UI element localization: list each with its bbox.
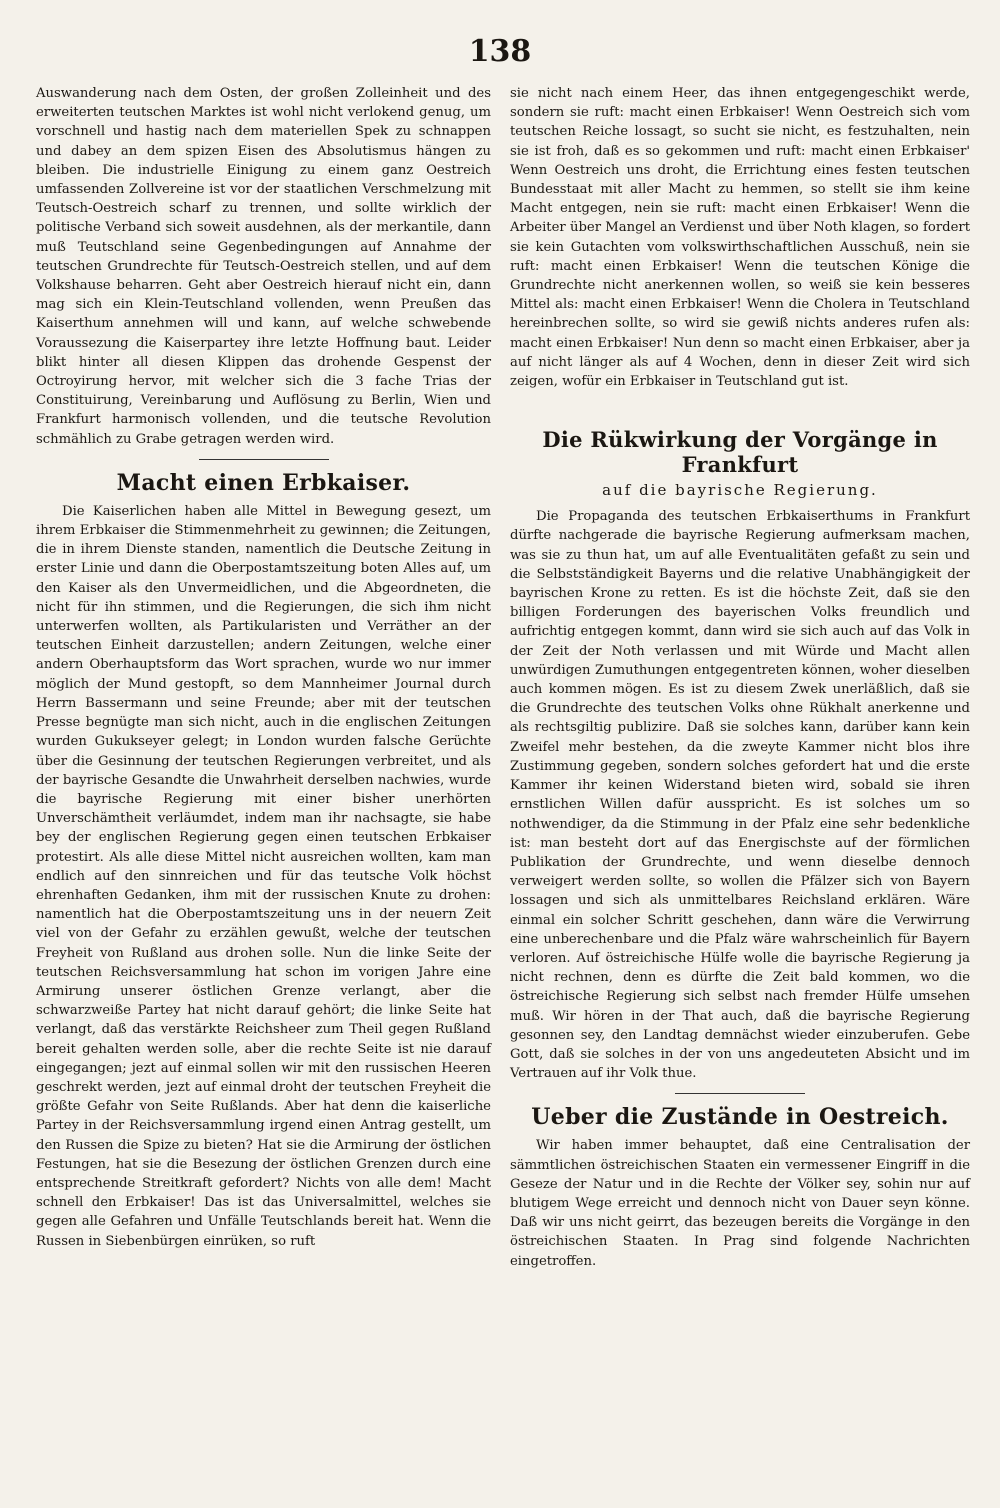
article-subtitle-rueckwirkung: auf die bayrische Regierung. <box>602 481 878 500</box>
article-text-oestreich: Wir haben immer behauptet, daß eine Centralisation der sämmtlichen östreichischen Staaten ein vermessener Eingriff in die Geseze der Natur und in die Rechte der Völker sey, sohin nur auf blutigem Wege erreicht und dennoch nicht von Dauer seyn könne. Daß wir uns nicht geirrt, das bezeugen bereits die Vorgänge in den östreichischen Staaten. In Prag sind folgende Nachrichten eingetroffen. <box>510 1138 970 1269</box>
right-column <box>510 84 970 1271</box>
article-text-erbkaiser: Die Kaiserlichen haben alle Mittel in Bewegung gesezt, um ihrem Erbkaiser die Stimmenmehrheit zu gewinnen; die Zeitungen, die in ihrem Dienste standen, namentlich die Deutsche Zeitung in erster Linie und dann die Oberpostamtszeitung boten Alles auf, um den Kaiser als den Unvermeidlichen, und die Abgeordneten, die nicht für ihn stimmen, und die Regierungen, die sich ihm nicht unterwerfen wollten, als Partikularisten und Verräther an der teutschen Einheit darzustellen; andern Zeitungen, welche einer andern Oberhauptsform das Wort sprachen, wurde wo nur immer möglich der Mund gestopft, so dem Mannheimer Journal durch Herrn Bassermann und seine Freunde; aber mit der teutschen Presse begnügte man sich nicht, auch in die englischen Zeitungen wurden Gukukseyer gelegt; in London wurden falsche Gerüchte über die Gesinnung der teutschen Regierungen verbreitet, und als der bayrische Gesandte die Unwahrheit derselben nachwies, wurde die bayrische Regierung mit einer bisher unerhörten Unverschämtheit verläumdet, indem man ihr nachsagte, sie habe bey der englischen Regierung gegen einen teutschen Erbkaiser protestirt. Als alle diese Mittel nicht ausreichen wollten, kam man endlich auf den sinnreichen und für das teutsche Volk höchst ehrenhaften Gedanken, ihm mit der russischen Knute zu drohen: namentlich hat die Oberpostamtszeitung uns in der neuern Zeit viel von der Gefahr zu erzählen gewußt, welche der teutschen Freyheit von Rußland aus drohen solle. Nun die linke Seite der teutschen Reichsversammlung hat schon im vorigen Jahre eine Armirung unserer östlichen Grenze verlangt, aber die schwarzweiße Partey hat nicht darauf gehört; die linke Seite hat verlangt, daß das verstärkte Reichsheer zum Theil gegen Rußland bereit gehalten werden solle, aber die rechte Seite ist nie darauf eingegangen; jezt auf einmal sollen wir mit den russischen Heeren geschrekt werden, jezt auf einmal droht der teutschen Freyheit die größte Gefahr von Seite Rußlands. Aber hat denn die kaiserliche Partey in der Reichsversammlung irgend einen Antrag gestellt, um den Russen die Spize zu bieten? Hat sie die Armirung der östlichen Festungen, hat sie die Besezung der östlichen Grenzen durch eine entsprechende Streitkraft gefordert? Nichts von alle dem! Macht schnell den Erbkaiser! Das ist das Universalmittel, welches sie gegen alle Gefahren und Unfälle Teutschlands bereit hat. Wenn die Russen in Siebenbürgen einrüken, so ruft <box>36 503 491 1249</box>
article-text-rueckwirkung: Die Propaganda des teutschen Erbkaiserthums in Frankfurt dürfte nachgerade die bayrische Regierung aufmerksam machen, was sie zu thun hat, um auf alle Eventualitäten gefaßt zu sein und die Selbstständigkeit Bayerns und die relative Unabhängigkeit der bayrischen Krone zu retten. Es ist die höchste Zeit, daß sie den billigen Forderungen des bayerischen Volks freundlich und aufrichtig entgegen kommt, dann wird sie sich auch auf das Volk in der Zeit der Noth verlassen und mit Würde und Macht allen unwürdigen Zumuthungen entgegentreten können, woher dieselben auch kommen mögen. Es ist zu diesem Zwek unerläßlich, daß sie die Grundrechte des teutschen Volks ohne Rükhalt anerkenne und als rechtsgiltig publizire. Daß sie solches kann, darüber kann kein Zweifel mehr bestehen, da die zweyte Kammer nicht blos ihre Zustimmung gegeben, sondern solches gefordert hat und die erste Kammer ihr keinen Widerstand bieten wird, sobald sie ihren ernstlichen Willen dafür ausspricht. Es ist solches um so nothwendiger, da die Stimmung in der Pfalz eine sehr bedenkliche ist: man besteht dort auf das Energischste auf der förmlichen Publikation der Grundrechte, und wenn dieselbe dennoch verweigert werden sollte, so wollen die Pfälzer sich von Bayern lossagen und sich als unmittelbares Reichsland erklären. Wäre einmal ein solcher Schritt geschehen, dann wäre die Verwirrung eine unberechenbare und die Pfalz wäre wahrscheinlich für Bayern verloren. Auf östreichische Hülfe wolle die bayrische Regierung ja nicht rechnen, denn es dürfte die Zeit bald kommen, wo die östreichische Regierung sich selbst nach fremder Hülfe umsehen muß. Wir hören in der That auch, daß die bayrische Regierung gesonnen sey, den Landtag demnächst wieder einzuberufen. Gebe Gott, daß sie solches in der von uns angedeuteten Absicht und im Vertrauen auf ihr Volk thue. <box>510 509 970 1082</box>
left-column <box>36 84 491 1251</box>
article-title-rueckwirkung: Die Rükwirkung der Vorgänge in Frankfurt <box>542 427 938 478</box>
section-divider <box>199 459 329 460</box>
page-number: 138 <box>468 34 532 69</box>
right-continuation-text: sie nicht nach einem Heer, das ihnen entgegengeschikt werde, sondern sie ruft: macht einen Erbkaiser! Wenn Oestreich sich vom teutschen Reiche lossagt, so sucht sie nicht, es festzuhalten, nein sie ist froh, daß es so gekommen und ruft: macht einen Erbkaiser' Wenn Oestreich uns droht, die Errichtung eines festen teutschen Bundesstaat mit aller Macht zu hemmen, so stellt sie ihm keine Macht entgegen, nein sie ruft: macht einen Erbkaiser! Wenn die Arbeiter über Mangel an Verdienst und über Noth klagen, so fordert sie kein Gutachten vom volkswirthschaftlichen Ausschuß, nein sie ruft: macht einen Erbkaiser! Wenn die teutschen Könige die Grundrechte nicht anerkennen wollen, so weiß sie kein besseres Mittel als: macht einen Erbkaiser! Wenn die Cholera in Teutschland hereinbrechen sollte, so wird sie gewiß nichts anderes rufen als: macht einen Erbkaiser! Nun denn so macht einen Erbkaiser, aber ja auf nicht länger als auf 4 Wochen, denn in dieser Zeit wird sich zeigen, wofür ein Erbkaiser in Teutschland gut ist. <box>510 86 970 390</box>
left-continuation-text: Auswanderung nach dem Osten, der großen Zolleinheit und des erweiterten teutschen Marktes ist wohl nicht verlokend genug, um vorschnell und hastig nach dem materiellen Spek zu schnappen und dabey an dem spizen Eisen des Absolutismus hängen zu bleiben. Die industrielle Einigung zu einem ganz Oestreich umfassenden Zollvereine ist vor der staatlichen Verschmelzung mit Teutsch-Oestreich scharf zu trennen, und sollte wirklich der politische Verband sich soweit ausdehnen, als der merkantile, dann muß Teutschland seine Gegenbedingungen auf Annahme der teutschen Grundrechte für Teutsch-Oestreich stellen, und auf dem Volkshause beharren. Geht aber Oestreich hierauf nicht ein, dann mag sich ein Klein-Teutschland vollenden, wenn Preußen das Kaiserthum annehmen will und kann, auf welche schwebende Voraussezung die Kaiserpartey ihre letzte Hoffnung baut. Leider blikt hinter all diesen Klippen das drohende Gespenst der Octroyirung hervor, mit welcher sich die 3 fache Trias der Constituirung, Vereinbarung und Auflösung zu Berlin, Wien und Frankfurt harmonisch vollenden, und die teutsche Revolution schmählich zu Grabe getragen werden wird. <box>36 86 491 447</box>
article-title-oestreich: Ueber die Zustände in Oestreich. <box>531 1104 949 1131</box>
article-title-erbkaiser: Macht einen Erbkaiser. <box>116 469 411 496</box>
section-divider <box>675 1093 805 1094</box>
